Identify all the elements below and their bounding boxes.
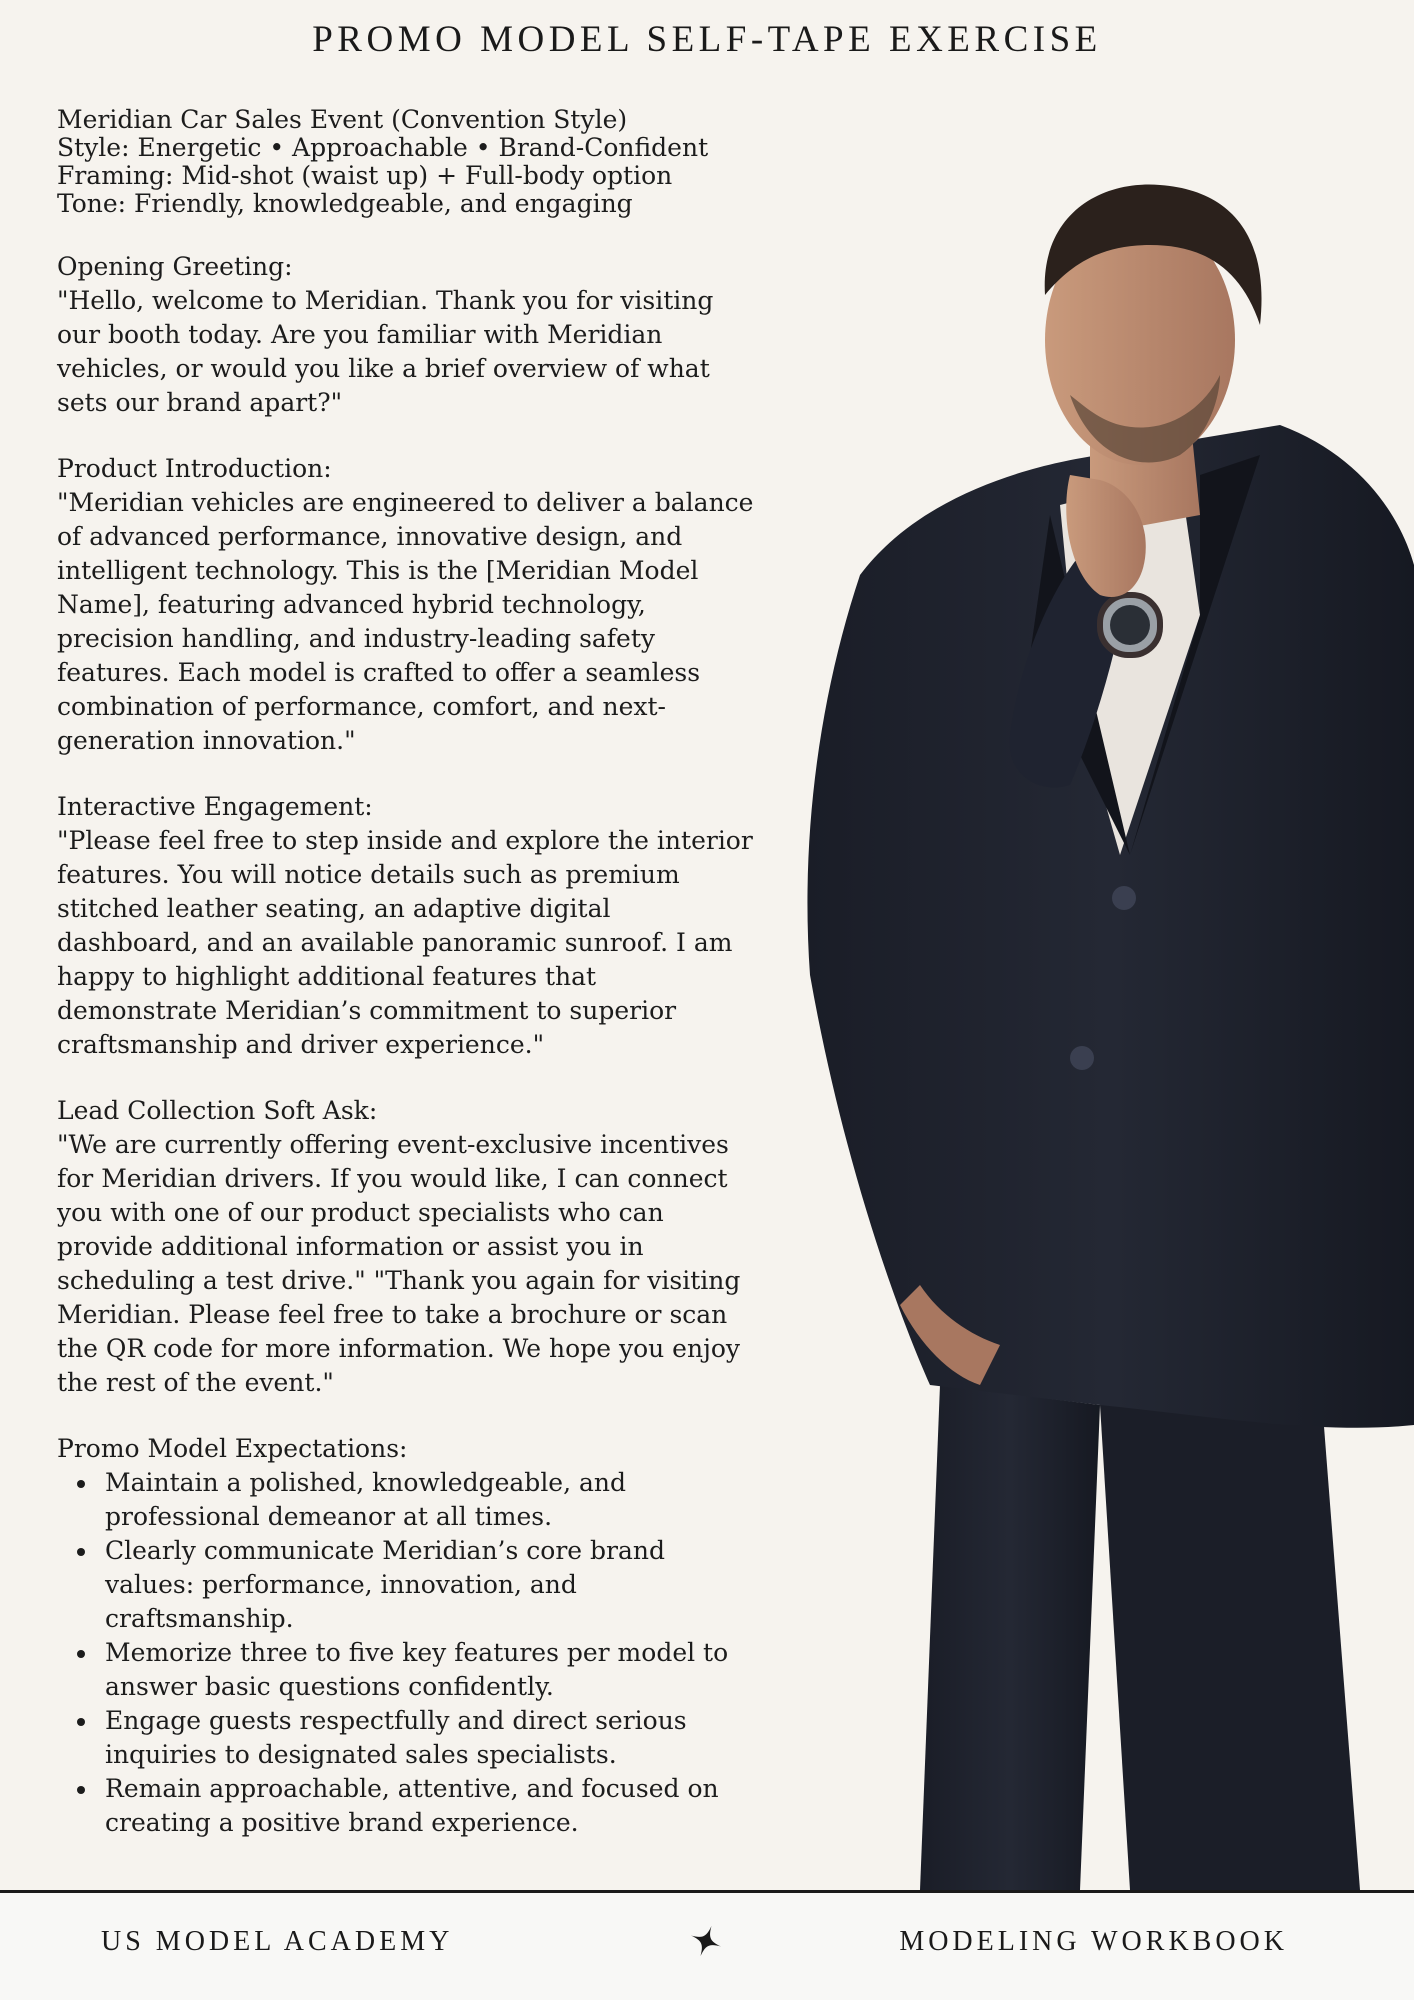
list-item-text: Memorize three to five key features per model to answer basic questions confidently. (105, 1638, 729, 1701)
list-item-text: Clearly communicate Meridian’s core brand values: performance, innovation, and craftsmanship. (105, 1536, 665, 1633)
jacket-button (1112, 886, 1136, 910)
product-heading: Product Introduction: (57, 454, 332, 483)
product-body: "Meridian vehicles are engineered to deliver a balance of advanced performance, innovative design, and intelligent technology. This is the [Meridian Model Name], featuring advanced hybrid technology, precision handling, and industry-leading safety features. Each model is crafted to offer a seamless combination of performance, comfort, and next-generation innovation." (57, 488, 754, 755)
script-content (57, 106, 757, 1840)
list-item (57, 1534, 757, 1636)
bullet-icon (77, 1786, 85, 1794)
bullet-icon (77, 1480, 85, 1488)
list-item-text: Remain approachable, attentive, and focused on creating a positive brand experience. (105, 1774, 719, 1837)
list-item-text: Engage guests respectfully and direct serious inquiries to designated sales specialists. (105, 1706, 687, 1769)
event-info (57, 106, 757, 218)
opening-body: "Hello, welcome to Meridian. Thank you for visiting our booth today. Are you familiar with Meridian vehicles, or would you like a brief overview of what sets our brand apart?" (57, 286, 714, 417)
list-item (57, 1704, 757, 1772)
style-line: Style: Energetic • Approachable • Brand-Confident (57, 133, 709, 162)
list-item (57, 1772, 757, 1840)
event-name: Meridian Car Sales Event (Convention Style) (57, 105, 628, 134)
expectations-section (57, 1432, 757, 1840)
opening-section (57, 250, 757, 420)
model-photo (800, 95, 1414, 1890)
footer-academy: US MODEL ACADEMY (101, 1926, 454, 1957)
bullet-icon (77, 1548, 85, 1556)
engagement-heading: Interactive Engagement: (57, 792, 373, 821)
opening-heading: Opening Greeting: (57, 252, 293, 281)
engagement-body: "Please feel free to step inside and explore the interior features. You will notice details such as premium stitched leather seating, an adaptive digital dashboard, and an available panoramic sunroof. I am happy to highlight additional features that demonstrate Meridian’s commitment to superior craftsmanship and driver experience." (57, 826, 753, 1059)
expectations-list (57, 1466, 757, 1840)
product-section (57, 452, 757, 758)
four-point-star-icon (690, 1925, 722, 1957)
watch-face (1110, 605, 1150, 645)
bullet-icon (77, 1718, 85, 1726)
list-item (57, 1466, 757, 1534)
bullet-icon (77, 1650, 85, 1658)
expectations-heading: Promo Model Expectations: (57, 1434, 408, 1463)
tone-line: Tone: Friendly, knowledgeable, and engaging (57, 189, 633, 218)
footer (0, 1893, 1414, 2000)
list-item (57, 1636, 757, 1704)
list-item-text: Maintain a polished, knowledgeable, and professional demeanor at all times. (105, 1468, 627, 1531)
jacket-button (1070, 1046, 1094, 1070)
framing-line: Framing: Mid-shot (waist up) + Full-body option (57, 161, 673, 190)
lead-heading: Lead Collection Soft Ask: (57, 1096, 378, 1125)
trousers-right (1100, 1375, 1360, 1890)
trousers-left (920, 1385, 1100, 1890)
footer-workbook: MODELING WORKBOOK (899, 1926, 1288, 1957)
lead-body: "We are currently offering event-exclusive incentives for Meridian drivers. If you would like, I can connect you with one of our product specialists who can provide additional information or assist you in scheduling a test drive." "Thank you again for visiting Meridian. Please feel free to take a brochure or scan the QR code for more information. We hope you enjoy the rest of the event." (57, 1130, 741, 1397)
engagement-section (57, 790, 757, 1062)
page-title: PROMO MODEL SELF-TAPE EXERCISE (312, 19, 1102, 60)
lead-section (57, 1094, 757, 1400)
